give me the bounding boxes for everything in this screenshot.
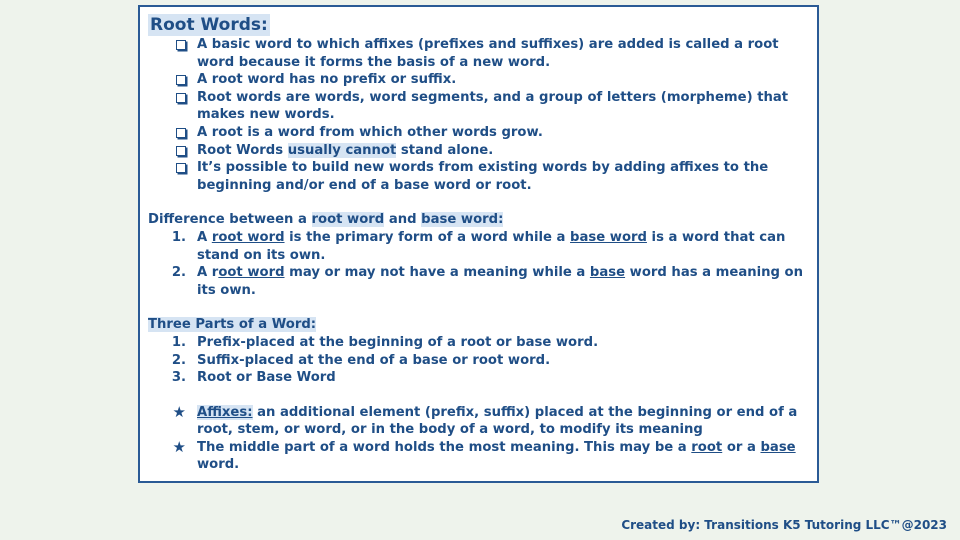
checkbox-bullet-icon — [148, 159, 186, 179]
item-number: 1. — [171, 229, 186, 245]
bullet-text: Root Words — [197, 142, 288, 158]
list-item — [148, 71, 809, 89]
item-number: 2. — [171, 352, 186, 368]
list-item — [148, 89, 809, 124]
list-item — [148, 159, 809, 194]
underlined-term: oot word — [218, 265, 285, 281]
star-icon: ★ — [172, 437, 186, 456]
highlighted-phrase: root word — [311, 212, 385, 228]
item-number: 2. — [171, 265, 186, 281]
underlined-term: base — [589, 265, 626, 281]
numbered-item — [148, 369, 809, 387]
item-number: 1. — [171, 334, 186, 350]
item-text: Prefix-placed at the beginning of a root or base word. — [197, 334, 599, 350]
highlighted-term: Affixes: — [197, 404, 253, 420]
highlighted-phrase: base word: — [421, 212, 504, 228]
numbered-item: 1. A root word is the primary form of a word while a base word is a word that can stand on its own. — [148, 229, 809, 264]
checkbox-bullet-icon — [148, 36, 186, 56]
bullet-text: A root word has no prefix or suffix. — [197, 72, 457, 88]
item-text: Suffix-placed at the end of a base or root word. — [197, 352, 551, 368]
item-number: 3. — [171, 370, 186, 386]
footer-credit: Created by: Transitions K5 Tutoring LLC™@2023 — [621, 518, 947, 532]
highlighted-phrase: usually cannot — [287, 142, 397, 158]
bullet-text: It’s possible to build new words from existing words by adding affixes to the beginning and/or end of a base word or root. — [197, 160, 769, 193]
item-text: Root or Base Word — [197, 370, 336, 386]
bullet-text: A root is a word from which other words grow. — [197, 124, 543, 140]
page-title: Root Words: — [150, 15, 268, 35]
star-icon: ★ — [172, 402, 186, 421]
numbered-item — [148, 334, 809, 352]
star-item: ★ The middle part of a word holds the most meaning. This may be a root or a base word. — [148, 439, 809, 474]
list-item — [148, 142, 809, 160]
checkbox-bullet-icon — [148, 89, 186, 109]
list-item — [148, 36, 809, 71]
underlined-term: base word — [570, 229, 647, 245]
bullet-text: Root words are words, word segments, and a group of letters (morpheme) that makes new words. — [197, 89, 789, 123]
underlined-term: root word — [211, 229, 285, 245]
numbered-item — [148, 352, 809, 370]
bullet-text: stand alone. — [396, 142, 494, 158]
difference-heading: Difference between a root word and base word: — [148, 212, 504, 228]
bullet-text: A basic word to which affixes (prefixes and suffixes) are added is called a root word because it forms the basis of a new word. — [197, 37, 779, 70]
numbered-item: 2. A root word may or may not have a meaning while a base word has a meaning on its own. — [148, 264, 809, 299]
underlined-term: base — [760, 439, 796, 455]
content-card — [138, 5, 819, 483]
star-item: ★ Affixes: an additional element (prefix, suffix) placed at the beginning or end of a root, stem, or word, or in the body of a word, to modify its meaning — [148, 404, 809, 439]
list-item — [148, 124, 809, 142]
underlined-term: root — [691, 439, 723, 455]
parts-heading: Three Parts of a Word: — [148, 317, 317, 333]
